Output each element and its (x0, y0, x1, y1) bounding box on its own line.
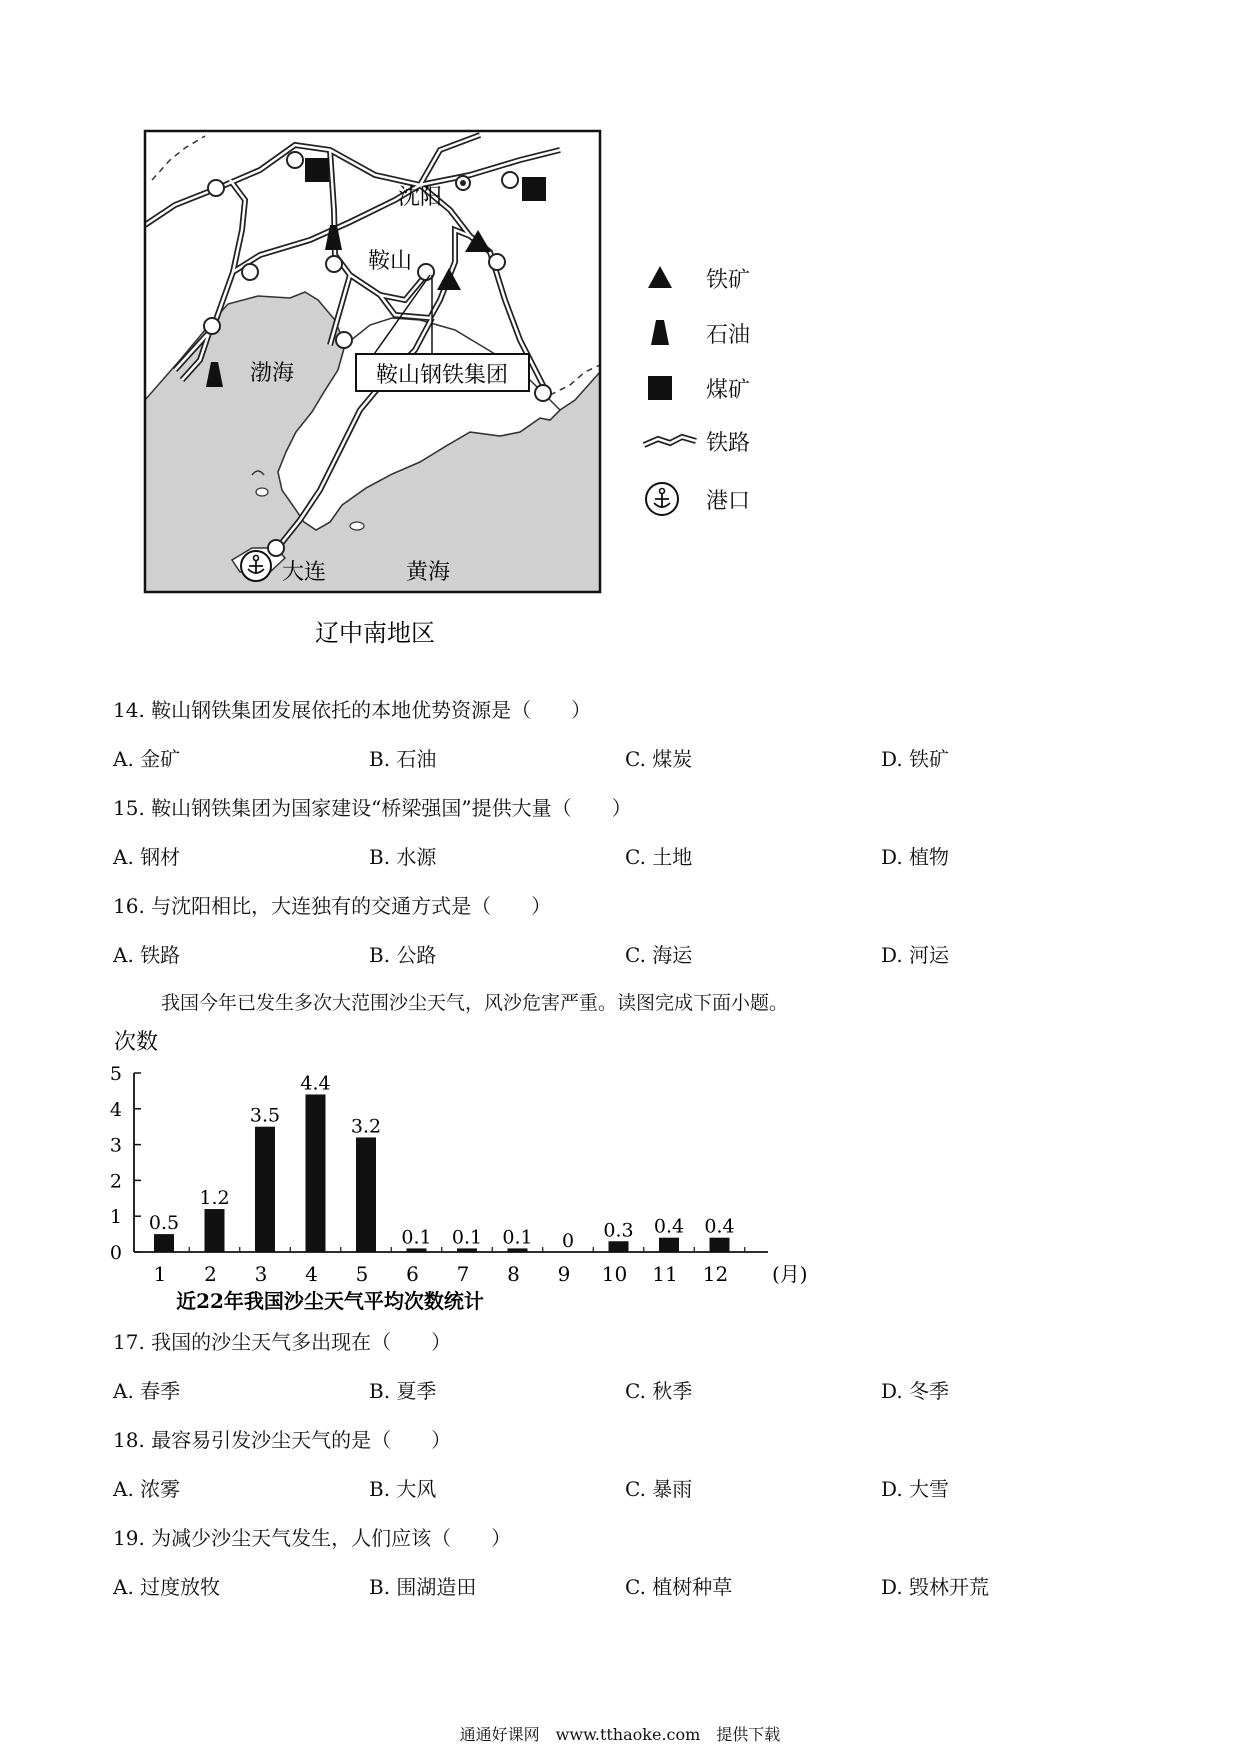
y-tick-label: 4 (109, 1098, 122, 1121)
x-tick-label: 3 (254, 1262, 268, 1286)
bar-month-1 (154, 1234, 174, 1252)
label-huanghai: 黄海 (406, 560, 451, 585)
x-tick-label: 11 (652, 1262, 678, 1286)
bar-value-label: 0.1 (502, 1226, 533, 1249)
y-tick-label: 0 (109, 1242, 122, 1264)
bar-value-label: 0.4 (704, 1215, 735, 1238)
bar-month-6 (407, 1248, 427, 1252)
legend-coal-label: 煤矿 (706, 377, 751, 403)
label-angang: 鞍山钢铁集团 (375, 363, 509, 388)
bar-month-12 (710, 1238, 730, 1252)
bar-month-10 (609, 1241, 629, 1252)
x-tick-label: 2 (204, 1262, 217, 1286)
bar-value-label: 1.2 (199, 1187, 230, 1210)
q14-option-a: A. 金矿 (113, 747, 181, 771)
section-intro: 我国今年已发生多次大范围沙尘天气，风沙危害严重。读图完成下面小题。 (161, 992, 789, 1014)
legend-iron (640, 258, 750, 298)
x-tick-label: 1 (153, 1262, 167, 1286)
legend-oil (640, 313, 750, 353)
iron-legend-icon (640, 258, 700, 298)
bar-value-label: 0.1 (401, 1226, 432, 1249)
x-tick-label: 10 (601, 1262, 628, 1286)
q19-option-d: D. 毁林开荒 (881, 1575, 990, 1599)
question-19: 19. 为减少沙尘天气发生，人们应该（ ） (113, 1526, 512, 1550)
x-tick-label: 5 (355, 1262, 369, 1286)
chart-title: 近22年我国沙尘天气平均次数统计 (176, 1289, 484, 1313)
question-16: 16. 与沈阳相比，大连独有的交通方式是（ ） (113, 894, 552, 918)
q16-option-d: D. 河运 (881, 943, 950, 967)
legend-oil-label: 石油 (706, 322, 751, 348)
bar-value-label: 3.5 (249, 1104, 281, 1127)
x-tick-label: 8 (507, 1262, 520, 1286)
label-bohai: 渤海 (250, 361, 295, 386)
bar-month-7 (457, 1248, 477, 1252)
q15-option-d: D. 植物 (881, 845, 950, 869)
q15-option-c: C. 土地 (625, 845, 693, 869)
page-footer: 通通好课网 www.tthaoke.com 提供下载 (459, 1725, 781, 1744)
bar-value-label: 0.3 (603, 1219, 634, 1242)
bar-value-label: 0 (561, 1230, 575, 1252)
legend-iron-label: 铁矿 (706, 267, 751, 293)
bar-month-4 (306, 1094, 326, 1252)
q17-option-d: D. 冬季 (881, 1379, 950, 1403)
oil-legend-icon (640, 313, 700, 353)
q18-option-c: C. 暴雨 (625, 1477, 693, 1501)
x-tick-label: 12 (702, 1262, 729, 1286)
map-figure (0, 0, 1240, 660)
legend-railway-label: 铁路 (706, 430, 751, 456)
q15-option-b: B. 水源 (369, 845, 437, 869)
port-legend-icon (640, 479, 700, 519)
bar-month-11 (659, 1238, 679, 1252)
x-tick-label: 6 (406, 1262, 419, 1286)
bar-month-5 (356, 1137, 376, 1252)
y-tick-label: 3 (109, 1134, 122, 1157)
x-tick-label: 9 (557, 1262, 571, 1286)
question-14: 14. 鞍山钢铁集团发展依托的本地优势资源是（ ） (113, 698, 592, 722)
q19-option-c: C. 植树种草 (625, 1575, 733, 1599)
q17-option-c: C. 秋季 (625, 1379, 693, 1403)
chart-x-unit: (月) (772, 1262, 808, 1286)
legend-port-label: 港口 (706, 488, 751, 514)
q16-option-a: A. 铁路 (113, 943, 181, 967)
chart-ylabel: 次数 (114, 1030, 159, 1055)
q17-option-a: A. 春季 (113, 1379, 181, 1403)
q18-option-b: B. 大风 (369, 1477, 437, 1501)
y-tick-label: 2 (109, 1170, 122, 1193)
label-dalian: 大连 (282, 560, 327, 585)
question-17: 17. 我国的沙尘天气多出现在（ ） (113, 1330, 452, 1354)
q17-option-b: B. 夏季 (369, 1379, 437, 1403)
q14-option-c: C. 煤炭 (625, 747, 693, 771)
q16-option-c: C. 海运 (625, 943, 693, 967)
map-svg (0, 0, 1240, 660)
bar-value-label: 0.1 (451, 1226, 483, 1249)
label-anshan: 鞍山 (368, 249, 413, 274)
q16-option-b: B. 公路 (369, 943, 437, 967)
bar-value-label: 0.4 (653, 1215, 685, 1238)
y-tick-label: 5 (109, 1063, 122, 1085)
bar-month-2 (205, 1209, 225, 1252)
question-18: 18. 最容易引发沙尘天气的是（ ） (113, 1428, 452, 1452)
q19-option-b: B. 围湖造田 (369, 1575, 477, 1599)
port-marker (241, 551, 271, 581)
x-tick-label: 4 (305, 1262, 318, 1286)
bar-value-label: 0.5 (148, 1212, 180, 1235)
q14-option-b: B. 石油 (369, 747, 437, 771)
coal-legend-icon (640, 368, 700, 408)
bar-month-8 (508, 1248, 528, 1252)
q14-option-d: D. 铁矿 (881, 747, 950, 771)
railway-legend-icon (640, 421, 700, 461)
q18-option-d: D. 大雪 (881, 1477, 950, 1501)
map-caption: 辽中南地区 (315, 619, 435, 647)
bar-month-3 (255, 1127, 275, 1252)
label-shenyang: 沈阳 (398, 185, 443, 210)
legend-railway (640, 421, 750, 461)
q18-option-a: A. 浓雾 (113, 1477, 181, 1501)
x-tick-label: 7 (456, 1262, 470, 1286)
bar-value-label: 3.2 (350, 1115, 382, 1138)
legend-coal (640, 368, 750, 408)
bar-value-label: 4.4 (300, 1072, 331, 1095)
y-tick-label: 1 (109, 1206, 122, 1229)
q19-option-a: A. 过度放牧 (113, 1575, 221, 1599)
chart-svg (100, 1025, 820, 1315)
question-15: 15. 鞍山钢铁集团为国家建设“桥梁强国”提供大量（ ） (113, 796, 632, 820)
dust-chart (100, 1025, 820, 1315)
q15-option-a: A. 钢材 (113, 845, 181, 869)
legend-port (640, 479, 750, 519)
